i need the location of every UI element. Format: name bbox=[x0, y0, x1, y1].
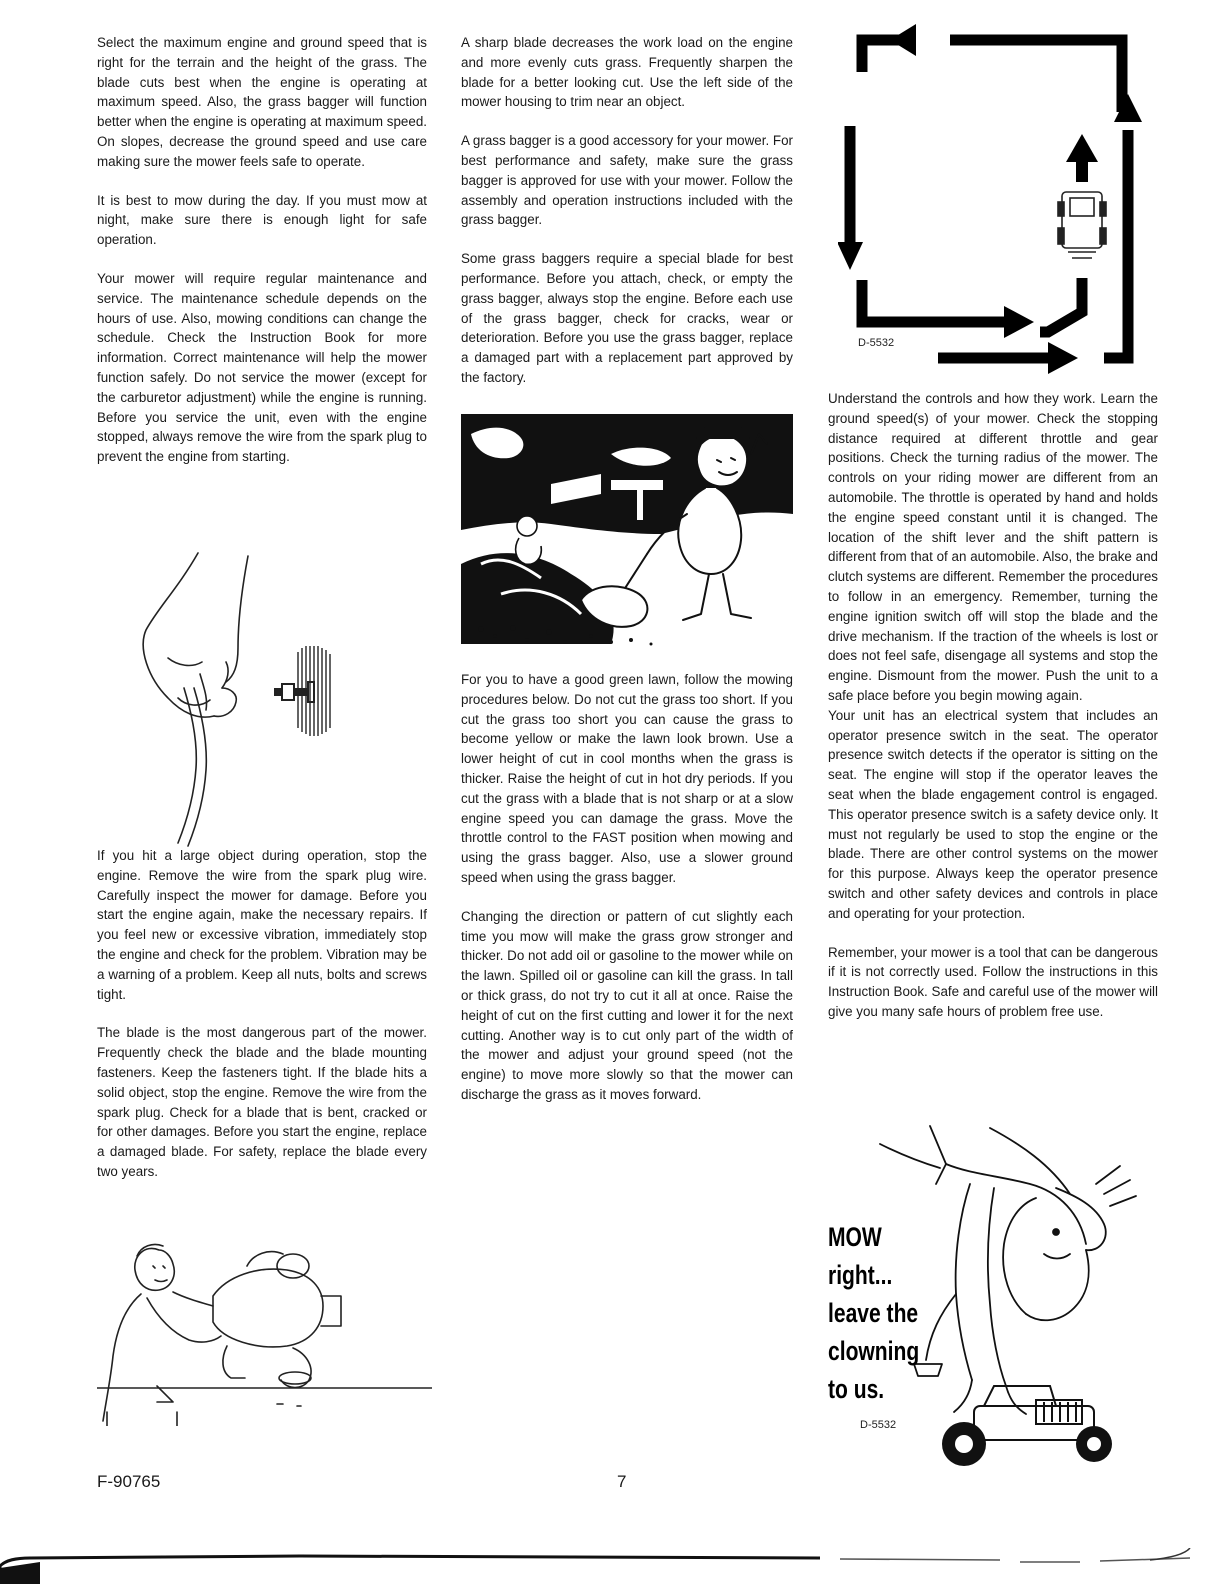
column-left-lower bbox=[97, 846, 427, 1201]
column-right bbox=[828, 389, 1158, 1041]
spark-plug-illustration bbox=[138, 548, 368, 848]
mowing-cartoon-illustration bbox=[461, 414, 793, 649]
paragraph-blade-danger: The blade is the most dangerous part of the mower. Frequently check the blade and the blade mounting fasteners. Keep the fasteners tight. If the blade hits a solid object, stop the engine. Remove the wire from the spark plug. Check for a blade that is bent, cracked or for other damages. Before you start the engine, replace a damaged blade. For safety, replace the blade every two years. bbox=[97, 1025, 427, 1179]
column-middle bbox=[461, 33, 793, 407]
slogan-line-3: leave the bbox=[828, 1298, 919, 1328]
paragraph-understand-controls: Understand the controls and how they work. Learn the ground speed(s) of your mower. Check the stopping distance required at different throttle and gear positions. Check the turning radius of the mower. The controls on your riding mower are different from an automobile. The throttle is operated by hand and holds the engine speed constant until it is changed. The location of the shift lever and the shift pattern is different from that of an automobile. Also, the brake and clutch systems are different. Remember the procedures to follow in an emergency. Remember, turning the engine ignition switch off will stop the blade and the drive mechanism. If the traction of the wheels is lost or does not feel safe, disengage all systems and stop the engine. Dismount from the mower. Push the unit to a safe place before you begin mowing again. bbox=[828, 391, 1158, 703]
slogan-line-5: to us. bbox=[828, 1374, 885, 1404]
paragraph-maintenance: Your mower will require regular maintenance and service. The maintenance schedule depends on the hours of use. Also, mowing conditions can change the schedule. Check the Instruction Book for more information. Correct maintenance will help the mower function safely. Do not service the mower (except for the carburetor adjustment) while the engine is running. Before you service the unit, even with the engine stopped, always remove the wire from the spark plug to prevent the engine from starting. bbox=[97, 270, 427, 465]
paragraph-presence-switch: Your unit has an electrical system that includes an operator presence switch in the seat. The operator presence switch detects if the operator is sitting on the seat. The engine will stop if the operator leaves the seat when the blade engagement control is engaged. This operator presence switch is a safety device only. It must not regularly be used to stop the engine or the blade. There are other control systems on the mower for this purpose. Always keep the operator presence switch and other safety devices and controls in place and operating for your protection. bbox=[828, 707, 1158, 921]
column-middle-lower bbox=[461, 670, 793, 1124]
pattern-diagram-code: D-5532 bbox=[858, 337, 895, 349]
mowing-pattern-diagram bbox=[838, 22, 1158, 382]
slogan bbox=[828, 1218, 929, 1408]
paragraph-speed: Select the maximum engine and ground speed that is right for the terrain and the height of the grass. The blade cuts best when the engine is operating at maximum speed. Also, the grass bagger will function better when the engine is operating at maximum speed. On slopes, decrease the ground speed and use care making sure the mower feels safe to operate. bbox=[97, 35, 427, 169]
paragraph-remember-tool: Remember, your mower is a tool that can be dangerous if it is not correctly used. Follow the instructions in this Instruction Book. Safe and careful use of the mower will give you many safe hours of problem free use. bbox=[828, 944, 1158, 1019]
slogan-line-4: clowning bbox=[828, 1336, 920, 1366]
paragraph-change-direction: Changing the direction or pattern of cut slightly each time you mow will make the grass grow stronger and thicker. Do not add oil or gasoline to the mower while on the lawn. Spilled oil or gasoline can kill the grass. In tall or thick grass, do not try to cut it all at once. Raise the height of cut on the first cutting and lower it for the next cutting. Another way is to cut only part of the width of the mower and adjust your ground speed (not the engine) to move more slowly so that the mower can discharge the grass as it moves forward. bbox=[461, 908, 793, 1102]
paragraph-large-object: If you hit a large object during operation, stop the engine. Remove the wire from the spark plug wire. Carefully inspect the mower for damage. Before you start the engine again, make the necessary repairs. If you feel new or excessive vibration, immediately stop the engine and check for the problem. Vibration may be a warning of a problem. Keep all nuts, bolts and screws tight. bbox=[97, 848, 427, 1002]
paragraph-special-blade: Some grass baggers require a special blade for best performance. Before you attach, check, or empty the grass bagger, always stop the engine. Before each use of the grass bagger, check for cracks, wear or deterioration. Before you use the grass bagger, replace a damaged part with a replacement part approved by the factory. bbox=[461, 251, 793, 385]
page-number: 7 bbox=[617, 1472, 627, 1491]
scan-edge-artifact bbox=[0, 1548, 1224, 1584]
cartoon-code: D-5532 bbox=[860, 1419, 897, 1431]
document-number: F-90765 bbox=[97, 1472, 161, 1491]
slogan-line-1: MOW bbox=[828, 1222, 882, 1252]
paragraph-sharp-blade: A sharp blade decreases the work load on the engine and more evenly cuts grass. Frequently sharpen the blade for a better looking cut. Use the left side of the mower housing to trim near an object. bbox=[461, 35, 793, 110]
paragraph-mow-day: It is best to mow during the day. If you must mow at night, make sure there is enough light for safe operation. bbox=[97, 192, 427, 248]
paragraph-green-lawn: For you to have a good green lawn, follow the mowing procedures below. Do not cut the grass too short. If you cut the grass too short you can cause the grass to become yellow or make the lawn look brown. Use a lower height of cut in cool months when the grass is thicker. Raise the height of cut in hot dry periods. If you cut the grass with a blade that is not sharp or at a slow engine speed you can damage the grass. Move the throttle control to the FAST position when mowing and using the grass bagger. Also, use a slower ground speed when using the grass bagger. bbox=[461, 672, 793, 885]
column-left bbox=[97, 33, 427, 486]
slogan-line-2: right... bbox=[828, 1260, 893, 1290]
paragraph-grass-bagger: A grass bagger is a good accessory for your mower. For best performance and safety, make sure the grass bagger is approved for use with your mower. Follow the assembly and operation instructions included with the grass bagger. bbox=[461, 133, 793, 228]
blade-inspection-illustration bbox=[97, 1236, 432, 1426]
